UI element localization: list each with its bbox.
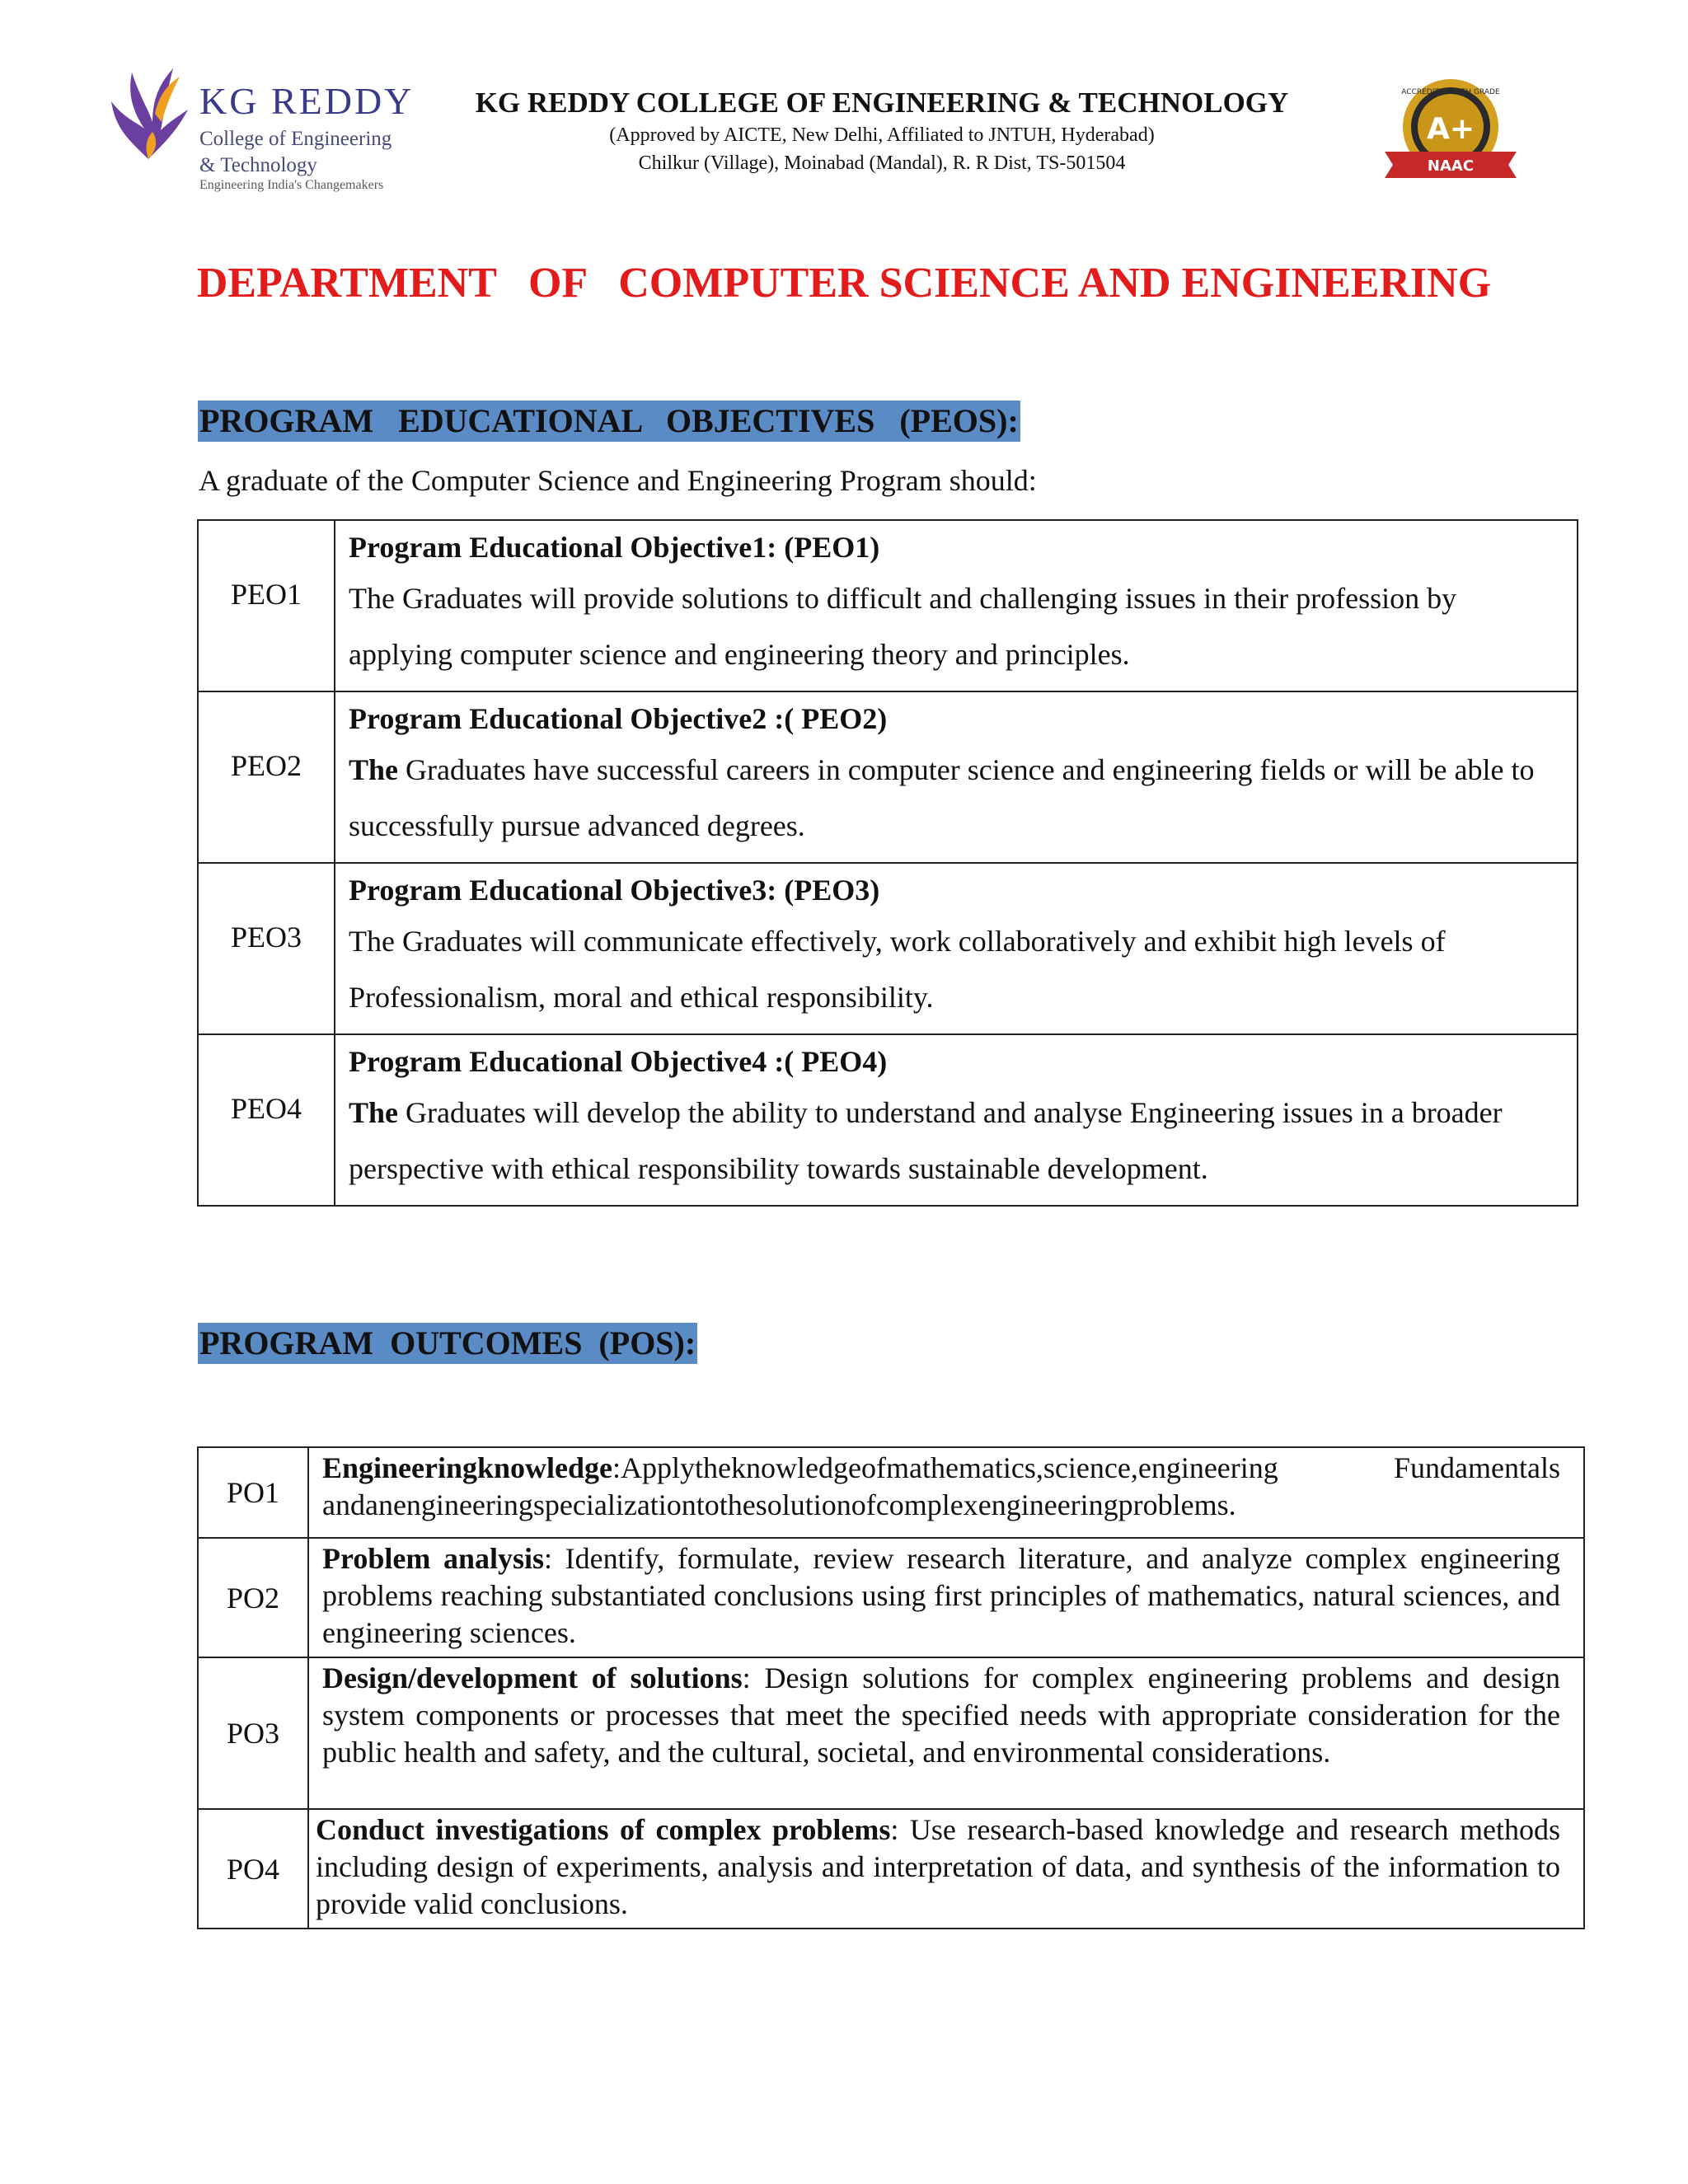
po-code: PO2 (198, 1538, 308, 1657)
po-code: PO4 (198, 1809, 308, 1929)
naac-grade: A+ (1426, 112, 1475, 146)
peo-body (349, 742, 1567, 854)
naac-badge-icon (1368, 76, 1533, 191)
po-description (308, 1657, 1584, 1809)
po-description (308, 1447, 1584, 1538)
peo-title: Program Educational Objective4 :( PEO4) (349, 1045, 888, 1078)
logo-tagline: Engineering India's Changemakers (199, 178, 384, 192)
po-title: Conduct investigations of complex problems (316, 1813, 891, 1846)
po-title: Engineeringknowledge (322, 1451, 613, 1484)
table-row (198, 863, 1578, 1034)
peo-code: PEO3 (198, 863, 335, 1034)
college-logo (107, 64, 420, 200)
table-row (198, 1034, 1578, 1206)
table-row (198, 691, 1578, 863)
college-approval: (Approved by AICTE, New Delhi, Affiliated to JNTUH, Hyderabad) (609, 124, 1155, 146)
peo-intro: A graduate of the Computer Science and Engineering Program should: (199, 464, 1037, 497)
peo-title: Program Educational Objective3: (PEO3) (349, 874, 880, 907)
logo-line-2: & Technology (199, 154, 317, 176)
table-row (198, 1447, 1584, 1538)
peo-description (335, 691, 1578, 863)
po-text: : Design solutions for complex engineering problems and design system components or processes that meet the specified needs with appropriate consideration for the public health and safety, and the cultural, societal, and environmental considerations. (322, 1661, 1560, 1769)
peo-text: Graduates will develop the ability to understand and analyse Engineering issues in a broader perspective with ethical responsibility towards sustainable development. (349, 1096, 1503, 1185)
peo-code: PEO2 (198, 691, 335, 863)
po-description (308, 1538, 1584, 1657)
po-title: Problem analysis (322, 1542, 545, 1575)
po-text: : Use research-based knowledge and research methods including design of experiments, analysis and interpretation of data, and synthesis of the information to provide valid conclusions. (316, 1813, 1561, 1920)
logo-name: KG REDDY (199, 80, 415, 122)
naac-badge (1368, 76, 1533, 191)
po-text: : Identify, formulate, review research literature, and analyze complex engineering problems reaching substantiated conclusions using first principles of mathematics, natural sciences, and engineering sciences. (322, 1542, 1560, 1649)
table-row (198, 1809, 1584, 1929)
peo-text: The Graduates will provide solutions to difficult and challenging issues in their profession by applying computer science and engineering theory and principles. (349, 582, 1457, 671)
peo-lead: The (349, 753, 399, 786)
table-row (198, 520, 1578, 691)
peo-description (335, 863, 1578, 1034)
po-title: Design/development of solutions (322, 1661, 743, 1694)
po-description (308, 1809, 1584, 1929)
peo-lead: The (349, 1096, 399, 1129)
naac-label: NAAC (1427, 157, 1475, 175)
department-title: DEPARTMENT OF COMPUTER SCIENCE AND ENGINEERING (196, 260, 1492, 307)
phoenix-logo-icon (107, 64, 190, 162)
po-code: PO1 (198, 1447, 308, 1538)
table-row (198, 1538, 1584, 1657)
po-heading: PROGRAM OUTCOMES (POS): (198, 1323, 697, 1364)
peo-body (349, 570, 1567, 682)
peo-text: The Graduates will communicate effectively, work collaboratively and exhibit high levels of Professionalism, moral and ethical responsibility. (349, 925, 1446, 1014)
po-code: PO3 (198, 1657, 308, 1809)
peo-description (335, 520, 1578, 691)
peo-code: PEO1 (198, 520, 335, 691)
college-name: KG REDDY COLLEGE OF ENGINEERING & TECHNOLOGY (475, 87, 1289, 119)
peo-heading: PROGRAM EDUCATIONAL OBJECTIVES (PEOS): (198, 401, 1020, 442)
peo-table (197, 519, 1578, 1207)
po-text: :Applytheknowledgeofmathematics,science,engineering Fundamentals andanengineeringspecializationtothesolutionofcomplexengineeringproblems. (322, 1451, 1560, 1521)
peo-body (349, 913, 1567, 1025)
peo-title: Program Educational Objective1: (PEO1) (349, 531, 880, 564)
peo-description (335, 1034, 1578, 1206)
peo-code: PEO4 (198, 1034, 335, 1206)
peo-text: Graduates have successful careers in computer science and engineering fields or will be able to successfully pursue advanced degrees. (349, 753, 1535, 842)
table-row (198, 1657, 1584, 1809)
peo-body (349, 1085, 1567, 1197)
college-address: Chilkur (Village), Moinabad (Mandal), R. R Dist, TS-501504 (638, 152, 1126, 174)
peo-title: Program Educational Objective2 :( PEO2) (349, 702, 888, 735)
naac-ring-text: ACCREDITED WITH GRADE (1401, 88, 1500, 96)
logo-line-1: College of Engineering (199, 128, 392, 150)
po-table (197, 1446, 1585, 1929)
